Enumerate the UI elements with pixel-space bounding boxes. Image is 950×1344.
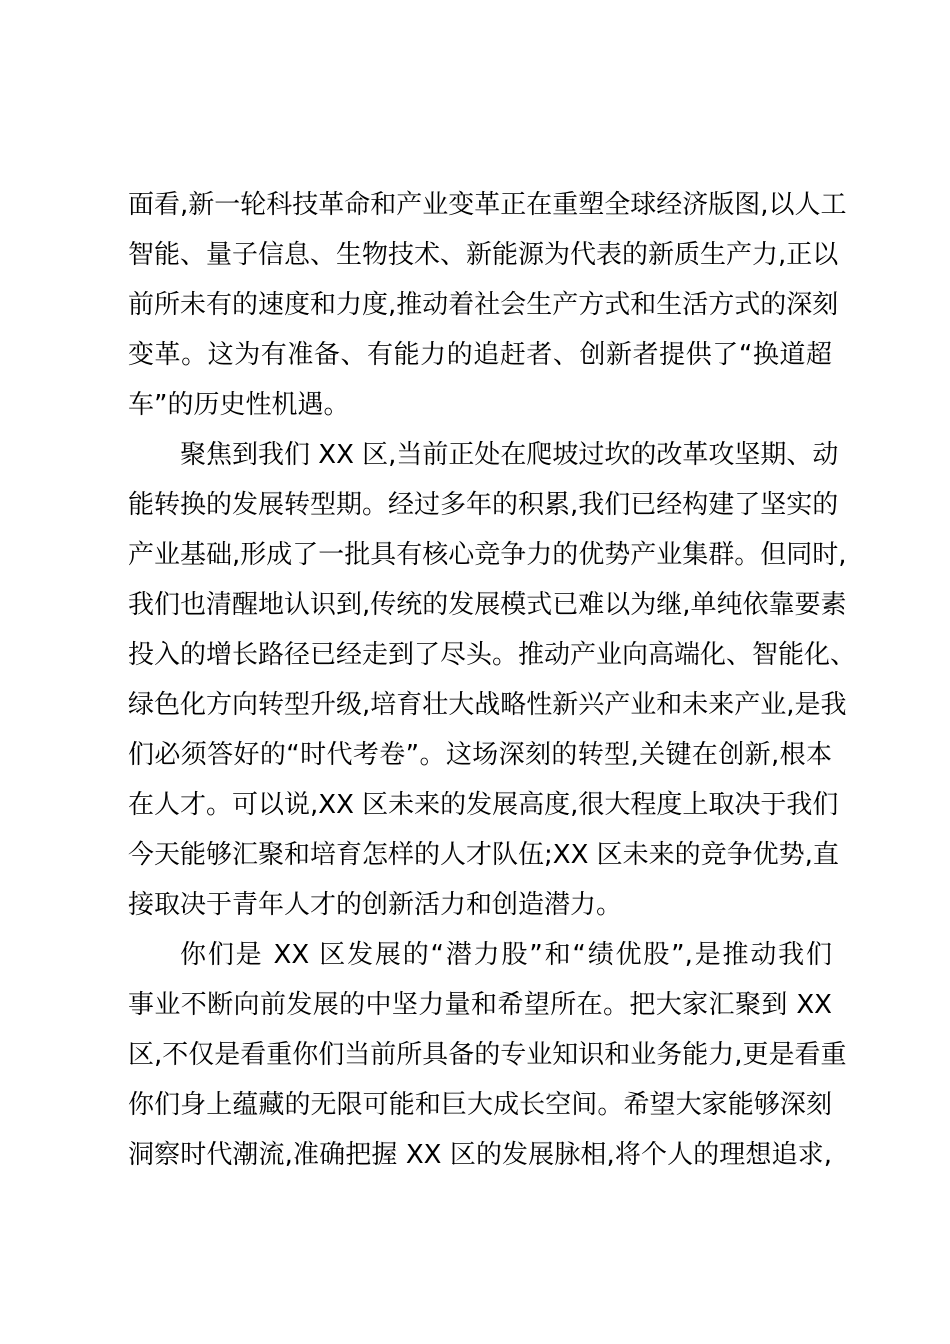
text-line: 洞察时代潮流,准确把握 XX 区的发展脉相,将个人的理想追求, (128, 1140, 832, 1170)
text-line: 聚焦到我们 XX 区,当前正处在爬坡过坎的改革攻坚期、动 (180, 440, 839, 470)
text-line: 区,不仅是看重你们当前所具备的专业知识和业务能力,更是看重 (128, 1040, 847, 1070)
text-line: 面看,新一轮科技革命和产业变革正在重塑全球经济版图,以人工 (128, 190, 847, 220)
text-line: 今天能够汇聚和培育怎样的人才队伍;XX 区未来的竞争优势,直 (128, 840, 839, 870)
paragraph-3 (128, 930, 847, 1180)
text-line: 前所未有的速度和力度,推动着社会生产方式和生活方式的深刻 (128, 290, 839, 320)
text-line: 你们身上蕴藏的无限可能和巨大成长空间。希望大家能够深刻 (128, 1090, 832, 1120)
document-body (128, 180, 857, 1180)
text-line: 我们也清醒地认识到,传统的发展模式已难以为继,单纯依靠要素 (128, 590, 847, 620)
text-line: 投入的增长路径已经走到了尽头。推动产业向高端化、智能化、 (128, 640, 857, 670)
text-line: 产业基础,形成了一批具有核心竞争力的优势产业集群。但同时, (128, 540, 847, 570)
text-line: 事业不断向前发展的中坚力量和希望所在。把大家汇聚到 XX (128, 990, 832, 1020)
text-line: 智能、量子信息、生物技术、新能源为代表的新质生产力,正以 (128, 240, 839, 270)
text-line: 们必须答好的“时代考卷”。这场深刻的转型,关键在创新,根本 (128, 740, 832, 770)
text-line: 变革。这为有准备、有能力的追赶者、创新者提供了“换道超 (128, 340, 832, 370)
text-line: 能转换的发展转型期。经过多年的积累,我们已经构建了坚实的 (128, 490, 839, 520)
text-line: 接取决于青年人才的创新活力和创造潜力。 (128, 890, 623, 920)
text-line: 你们是 XX 区发展的“潜力股”和“绩优股”,是推动我们 (180, 940, 832, 970)
text-line: 在人才。可以说,XX 区未来的发展高度,很大程度上取决于我们 (128, 790, 839, 820)
paragraph-1 (128, 180, 847, 430)
text-line: 车”的历史性机遇。 (128, 390, 350, 420)
text-line: 绿色化方向转型升级,培育壮大战略性新兴产业和未来产业,是我 (128, 690, 847, 720)
paragraph-2 (128, 430, 857, 930)
